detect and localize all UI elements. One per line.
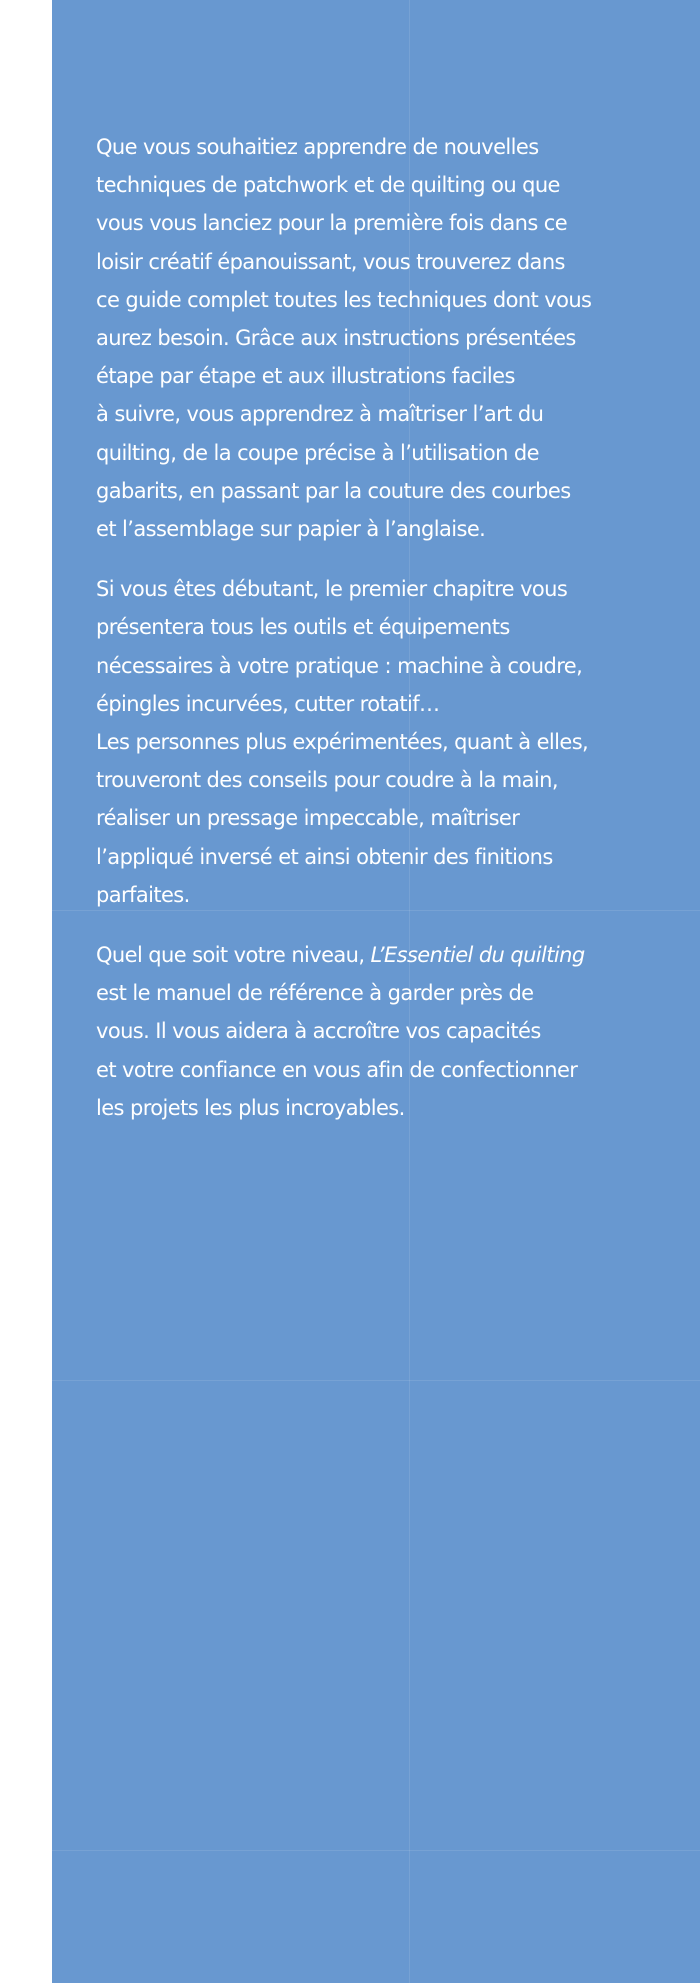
text-line: ce guide complet toutes les techniques dont vous (96, 287, 592, 312)
text-line: l’appliqué inversé et ainsi obtenir des finitions (96, 844, 553, 869)
tile-seam-horizontal (52, 1850, 700, 1851)
text-prefix: Quel que soit votre niveau, (96, 943, 371, 968)
text-line: les projets les plus incroyables. (96, 1095, 405, 1120)
text-line: présentera tous les outils et équipements (96, 615, 510, 640)
text-line: techniques de patchwork et de quilting ou que (96, 173, 560, 198)
back-cover-panel (52, 0, 700, 1983)
text-line: Que vous souhaitiez apprendre de nouvelles (96, 135, 539, 159)
text-line (96, 936, 656, 974)
text-line: épingles incurvées, cutter rotatif… (96, 691, 440, 716)
paragraph-intro (96, 128, 656, 548)
text-line: Si vous êtes débutant, le premier chapitre vous (96, 577, 568, 602)
text-line: et l’assemblage sur papier à l’anglaise. (96, 517, 486, 542)
text-line: étape par étape et aux illustrations faciles (96, 364, 515, 389)
text-line: gabarits, en passant par la couture des courbes (96, 478, 571, 503)
text-line: aurez besoin. Grâce aux instructions présentées (96, 326, 576, 351)
text-line: est le manuel de référence à garder près de (96, 981, 534, 1006)
book-title: L’Essentiel du quilting (370, 943, 585, 968)
text-line: vous vous lanciez pour la première fois dans ce (96, 211, 568, 236)
paragraph-conclusion (96, 936, 656, 1127)
paragraph-audience (96, 570, 656, 914)
text-line: à suivre, vous apprendrez à maîtriser l’art du (96, 402, 544, 427)
text-line: loisir créatif épanouissant, vous trouverez dans (96, 249, 565, 274)
text-line: trouveront des conseils pour coudre à la main, (96, 768, 558, 793)
text-line: réaliser un pressage impeccable, maîtriser (96, 806, 520, 831)
page-margin (0, 0, 52, 1983)
tile-seam-horizontal (52, 1380, 700, 1381)
text-line: vous. Il vous aidera à accroître vos capacités (96, 1019, 541, 1044)
text-line: et votre confiance en vous afin de confectionner (96, 1057, 578, 1082)
text-line: Les personnes plus expérimentées, quant à elles, (96, 730, 589, 755)
text-line: nécessaires à votre pratique : machine à coudre, (96, 653, 583, 678)
text-line: quilting, de la coupe précise à l’utilisation de (96, 440, 539, 465)
blurb-text (96, 128, 656, 1149)
text-line: parfaites. (96, 882, 190, 907)
